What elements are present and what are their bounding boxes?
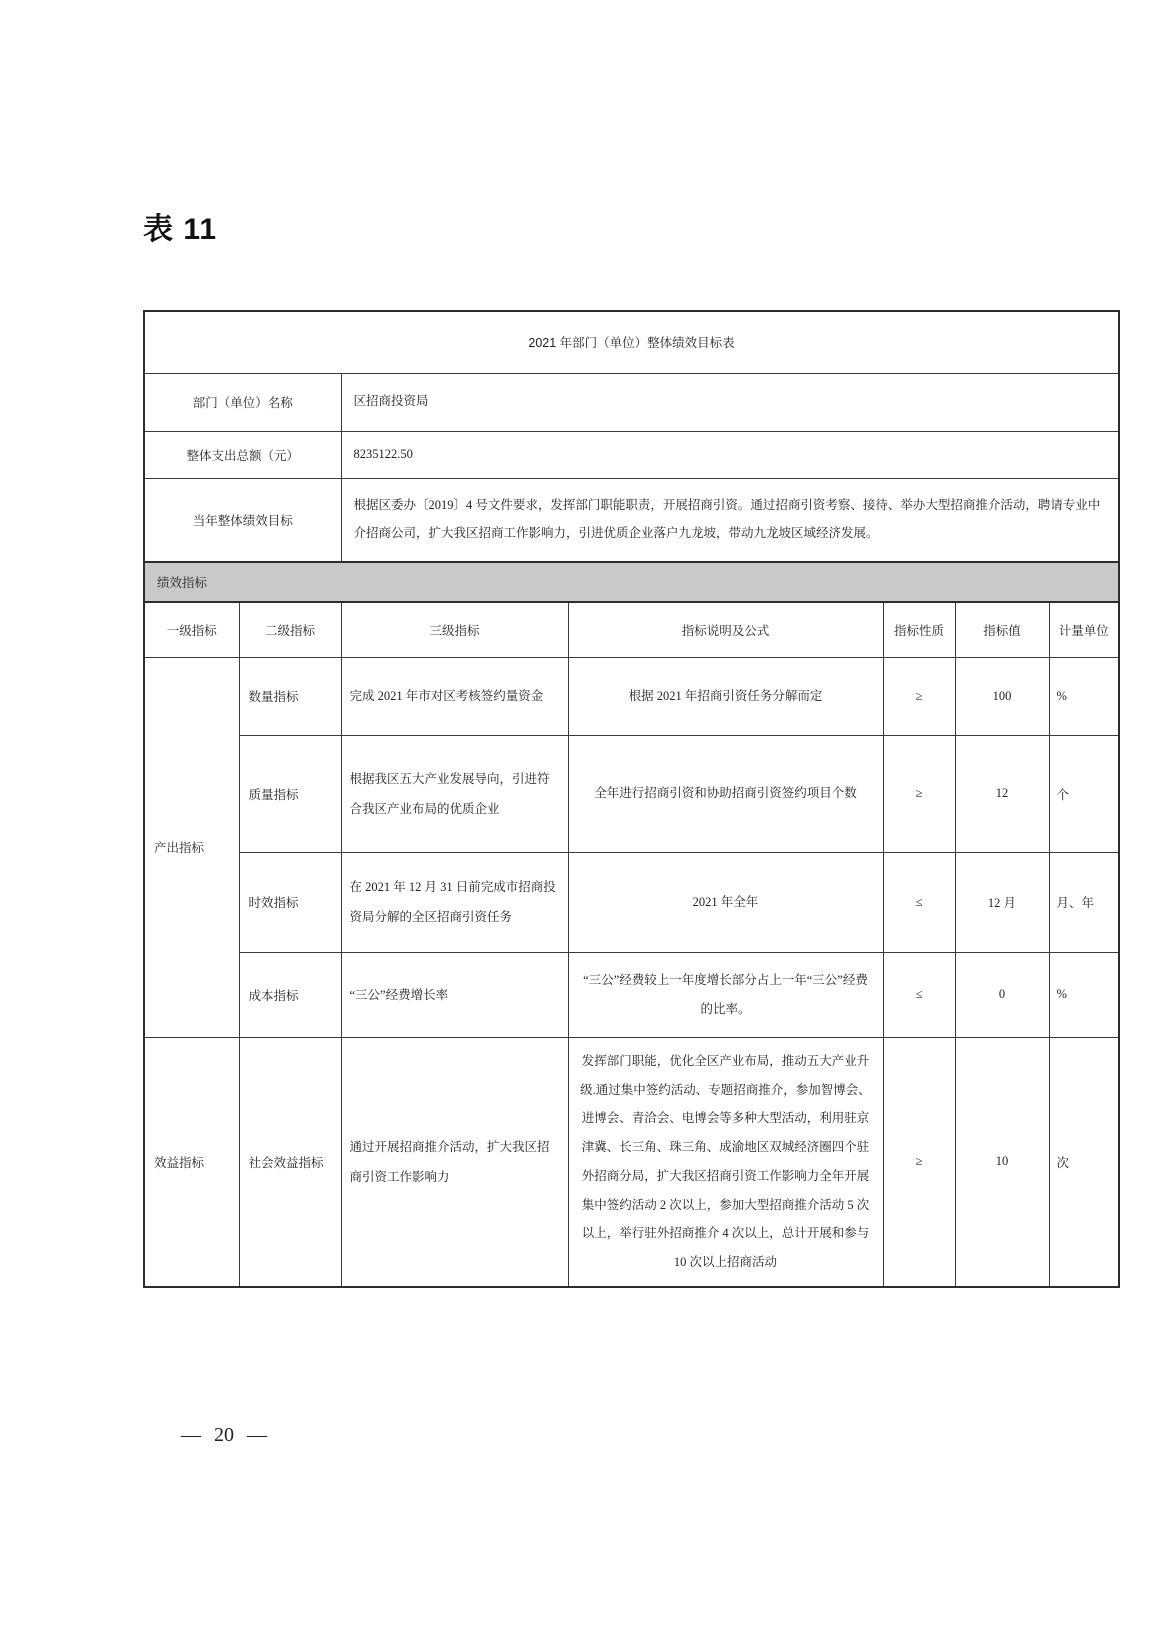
total-expense-label: 整体支出总额（元） [144, 431, 341, 478]
cell-desc: “三公”经费较上一年度增长部分占上一年“三公”经费的比率。 [568, 952, 883, 1037]
cell-value: 12 [955, 735, 1049, 852]
cell-nature: ≥ [883, 1037, 955, 1287]
cell-level2: 时效指标 [239, 852, 341, 952]
cell-value: 0 [955, 952, 1049, 1037]
table-title: 2021 年部门（单位）整体绩效目标表 [144, 311, 1119, 373]
cell-nature: ≥ [883, 657, 955, 735]
table-row [144, 852, 1119, 952]
cell-value: 12 月 [955, 852, 1049, 952]
cell-level1-benefit: 效益指标 [144, 1037, 239, 1287]
table-row [144, 373, 1119, 431]
cell-unit: 次 [1049, 1037, 1119, 1287]
page-number [181, 1424, 267, 1447]
page-number-dash-right: — [247, 1424, 267, 1446]
dept-name-label: 部门（单位）名称 [144, 373, 341, 431]
cell-value: 10 [955, 1037, 1049, 1287]
table-row [144, 657, 1119, 735]
column-header-desc: 指标说明及公式 [568, 602, 883, 657]
dept-name-value: 区招商投资局 [341, 373, 1119, 431]
cell-level3: 在 2021 年 12 月 31 日前完成市招商投资局分解的全区招商引资任务 [341, 852, 568, 952]
cell-nature: ≤ [883, 952, 955, 1037]
cell-level3: “三公”经费增长率 [341, 952, 568, 1037]
cell-level2: 社会效益指标 [239, 1037, 341, 1287]
section-banner: 绩效指标 [144, 562, 1119, 602]
column-header-level2: 二级指标 [239, 602, 341, 657]
table-row [144, 1037, 1119, 1287]
table-row [144, 311, 1119, 373]
annual-goal-value: 根据区委办〔2019〕4 号文件要求，发挥部门职能职责，开展招商引资。通过招商引资考察、接待、举办大型招商推介活动，聘请专业中介招商公司，扩大我区招商工作影响力，引进优质企业落户九龙坡，带动九龙坡区域经济发展。 [341, 478, 1119, 562]
cell-level2: 数量指标 [239, 657, 341, 735]
table-row [144, 735, 1119, 852]
cell-unit: 月、年 [1049, 852, 1119, 952]
cell-nature: ≤ [883, 852, 955, 952]
cell-desc: 全年进行招商引资和协助招商引资签约项目个数 [568, 735, 883, 852]
cell-desc: 根据 2021 年招商引资任务分解而定 [568, 657, 883, 735]
cell-desc: 2021 年全年 [568, 852, 883, 952]
column-header-unit: 计量单位 [1049, 602, 1119, 657]
column-header-level3: 三级指标 [341, 602, 568, 657]
cell-unit: % [1049, 657, 1119, 735]
table-row [144, 431, 1119, 478]
annual-goal-label: 当年整体绩效目标 [144, 478, 341, 562]
cell-unit: % [1049, 952, 1119, 1037]
cell-nature: ≥ [883, 735, 955, 852]
table-row [144, 952, 1119, 1037]
cell-value: 100 [955, 657, 1049, 735]
cell-level3: 完成 2021 年市对区考核签约量资金 [341, 657, 568, 735]
cell-level3: 根据我区五大产业发展导向，引进符合我区产业布局的优质企业 [341, 735, 568, 852]
total-expense-value: 8235122.50 [341, 431, 1119, 478]
page-title: 表 11 [143, 213, 218, 246]
column-header-nature: 指标性质 [883, 602, 955, 657]
column-header-row [144, 602, 1119, 657]
table-row [144, 478, 1119, 562]
page-number-dash-left: — [181, 1424, 201, 1446]
page-number-value: 20 [214, 1424, 234, 1446]
cell-level3: 通过开展招商推介活动，扩大我区招商引资工作影响力 [341, 1037, 568, 1287]
section-banner-row [144, 562, 1119, 602]
cell-desc: 发挥部门职能，优化全区产业布局，推动五大产业升级.通过集中签约活动、专题招商推介，参加智博会、进博会、青洽会、电博会等多种大型活动，利用驻京津冀、长三角、珠三角、成渝地区双城经济圈四个驻外招商分局，扩大我区招商引资工作影响力全年开展集中签约活动 2 次以上，参加大型招商推介活动 5 次以上，举行驻外招商推介 4 次以上，总计开展和参与 10 次以上招商活动 [568, 1037, 883, 1287]
cell-unit: 个 [1049, 735, 1119, 852]
performance-target-table [143, 310, 1120, 1288]
column-header-level1: 一级指标 [144, 602, 239, 657]
cell-level2: 质量指标 [239, 735, 341, 852]
column-header-value: 指标值 [955, 602, 1049, 657]
cell-level2: 成本指标 [239, 952, 341, 1037]
cell-level1-output: 产出指标 [144, 657, 239, 1037]
